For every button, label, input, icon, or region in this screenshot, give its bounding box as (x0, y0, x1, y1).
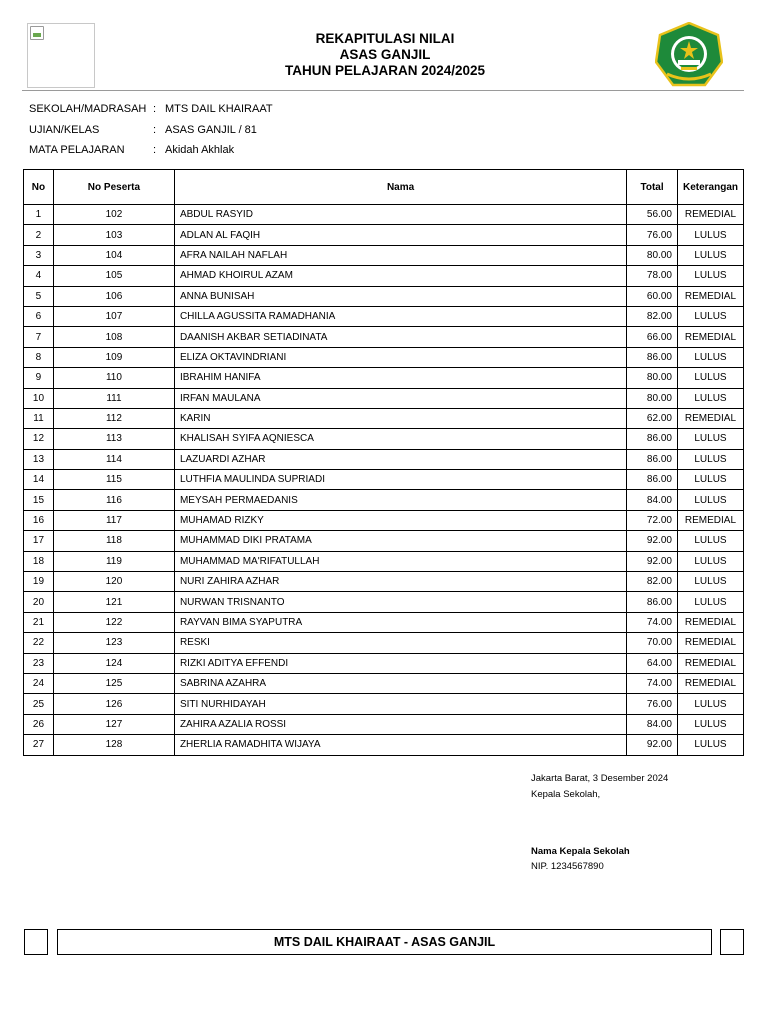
cell-nama: KHALISAH SYIFA AQNIESCA (174, 429, 626, 449)
cell-no: 5 (24, 286, 54, 306)
cell-no-peserta: 106 (53, 286, 174, 306)
cell-no-peserta: 117 (53, 510, 174, 530)
cell-no: 4 (24, 266, 54, 286)
cell-no: 14 (24, 470, 54, 490)
table-row (24, 490, 744, 510)
header-no: No (24, 170, 54, 205)
cell-no-peserta: 128 (53, 735, 174, 755)
info-label: UJIAN/KELAS (29, 124, 100, 136)
table-row (24, 551, 744, 571)
cell-total: 92.00 (627, 551, 678, 571)
cell-keterangan: LULUS (677, 490, 743, 510)
cell-total: 70.00 (627, 633, 678, 653)
cell-no: 21 (24, 612, 54, 632)
table-row (24, 225, 744, 245)
cell-total: 64.00 (627, 653, 678, 673)
table-row (24, 408, 744, 428)
cell-nama: ELIZA OKTAVINDRIANI (174, 347, 626, 367)
cell-nama: ZAHIRA AZALIA ROSSI (174, 714, 626, 734)
cell-no: 17 (24, 531, 54, 551)
cell-total: 78.00 (627, 266, 678, 286)
cell-total: 56.00 (627, 205, 678, 225)
cell-nama: AHMAD KHOIRUL AZAM (174, 266, 626, 286)
cell-keterangan: REMEDIAL (677, 612, 743, 632)
cell-no: 16 (24, 510, 54, 530)
cell-nama: NURI ZAHIRA AZHAR (174, 572, 626, 592)
cell-keterangan: LULUS (677, 470, 743, 490)
cell-keterangan: REMEDIAL (677, 633, 743, 653)
cell-no-peserta: 110 (53, 368, 174, 388)
cell-no-peserta: 126 (53, 694, 174, 714)
cell-no-peserta: 118 (53, 531, 174, 551)
table-row (24, 673, 744, 693)
cell-no-peserta: 103 (53, 225, 174, 245)
cell-total: 84.00 (627, 490, 678, 510)
cell-total: 80.00 (627, 368, 678, 388)
title-line-1: REKAPITULASI NILAI (315, 31, 455, 46)
cell-no: 13 (24, 449, 54, 469)
cell-total: 80.00 (627, 388, 678, 408)
cell-keterangan: REMEDIAL (677, 653, 743, 673)
cell-no-peserta: 115 (53, 470, 174, 490)
signature-nip: NIP. 1234567890 (531, 861, 604, 872)
cell-no: 26 (24, 714, 54, 734)
cell-nama: SABRINA AZAHRA (174, 673, 626, 693)
header-nama: Nama (174, 170, 626, 205)
table-body (24, 205, 744, 756)
cell-total: 74.00 (627, 673, 678, 693)
table-row (24, 429, 744, 449)
cell-total: 82.00 (627, 572, 678, 592)
cell-nama: MEYSAH PERMAEDANIS (174, 490, 626, 510)
header-no-peserta: No Peserta (53, 170, 174, 205)
cell-total: 92.00 (627, 531, 678, 551)
cell-nama: IBRAHIM HANIFA (174, 368, 626, 388)
signature-role: Kepala Sekolah, (531, 789, 601, 800)
cell-keterangan: LULUS (677, 592, 743, 612)
cell-no: 23 (24, 653, 54, 673)
cell-keterangan: LULUS (677, 368, 743, 388)
cell-keterangan: LULUS (677, 551, 743, 571)
cell-total: 86.00 (627, 592, 678, 612)
cell-keterangan: LULUS (677, 388, 743, 408)
cell-no-peserta: 127 (53, 714, 174, 734)
cell-keterangan: LULUS (677, 572, 743, 592)
cell-nama: NURWAN TRISNANTO (174, 592, 626, 612)
cell-total: 72.00 (627, 510, 678, 530)
cell-nama: CHILLA AGUSSITA RAMADHANIA (174, 306, 626, 326)
cell-no-peserta: 104 (53, 245, 174, 265)
cell-no: 7 (24, 327, 54, 347)
cell-no: 19 (24, 572, 54, 592)
cell-total: 92.00 (627, 735, 678, 755)
cell-no: 10 (24, 388, 54, 408)
cell-total: 76.00 (627, 694, 678, 714)
cell-nama: KARIN (174, 408, 626, 428)
table-row (24, 735, 744, 755)
cell-keterangan: LULUS (677, 694, 743, 714)
header-keterangan: Keterangan (677, 170, 743, 205)
table-header-row (24, 170, 744, 205)
cell-nama: MUHAMMAD MA'RIFATULLAH (174, 551, 626, 571)
cell-no-peserta: 119 (53, 551, 174, 571)
table-row (24, 510, 744, 530)
table-row (24, 205, 744, 225)
cell-no-peserta: 123 (53, 633, 174, 653)
cell-keterangan: LULUS (677, 714, 743, 734)
ministry-emblem-icon (655, 22, 723, 90)
cell-no-peserta: 122 (53, 612, 174, 632)
title-line-2: ASAS GANJIL (339, 47, 431, 62)
cell-no: 20 (24, 592, 54, 612)
cell-keterangan: REMEDIAL (677, 673, 743, 693)
cell-no: 24 (24, 673, 54, 693)
cell-nama: AFRA NAILAH NAFLAH (174, 245, 626, 265)
cell-total: 76.00 (627, 225, 678, 245)
grades-table (23, 169, 744, 756)
cell-no-peserta: 102 (53, 205, 174, 225)
cell-no-peserta: 105 (53, 266, 174, 286)
cell-total: 66.00 (627, 327, 678, 347)
table-row (24, 327, 744, 347)
cell-total: 84.00 (627, 714, 678, 734)
cell-nama: RESKI (174, 633, 626, 653)
cell-keterangan: REMEDIAL (677, 286, 743, 306)
info-colon: : (153, 144, 157, 156)
cell-keterangan: LULUS (677, 449, 743, 469)
cell-total: 86.00 (627, 429, 678, 449)
cell-total: 86.00 (627, 347, 678, 367)
cell-no: 18 (24, 551, 54, 571)
signature-place-date: Jakarta Barat, 3 Desember 2024 (531, 773, 669, 784)
cell-keterangan: REMEDIAL (677, 205, 743, 225)
broken-image-icon (30, 26, 44, 40)
cell-keterangan: REMEDIAL (677, 327, 743, 347)
cell-total: 62.00 (627, 408, 678, 428)
cell-keterangan: REMEDIAL (677, 510, 743, 530)
cell-no-peserta: 116 (53, 490, 174, 510)
cell-no: 2 (24, 225, 54, 245)
footer-label: MTS DAIL KHAIRAAT - ASAS GANJIL (57, 929, 712, 955)
header-divider (22, 90, 744, 91)
table-row (24, 266, 744, 286)
cell-total: 80.00 (627, 245, 678, 265)
cell-no-peserta: 113 (53, 429, 174, 449)
cell-total: 60.00 (627, 286, 678, 306)
cell-no-peserta: 112 (53, 408, 174, 428)
cell-no-peserta: 109 (53, 347, 174, 367)
table-row (24, 531, 744, 551)
table-row (24, 653, 744, 673)
cell-nama: LAZUARDI AZHAR (174, 449, 626, 469)
table-row (24, 612, 744, 632)
cell-keterangan: REMEDIAL (677, 408, 743, 428)
cell-keterangan: LULUS (677, 225, 743, 245)
cell-nama: IRFAN MAULANA (174, 388, 626, 408)
info-colon: : (153, 103, 157, 115)
info-label: SEKOLAH/MADRASAH (29, 103, 147, 115)
footer-left-box (24, 929, 48, 955)
table-row (24, 286, 744, 306)
signature-name: Nama Kepala Sekolah (531, 846, 630, 857)
school-logo-placeholder (27, 23, 95, 88)
info-value: ASAS GANJIL / 81 (165, 124, 257, 136)
cell-no: 27 (24, 735, 54, 755)
cell-no-peserta: 124 (53, 653, 174, 673)
footer-right-box (720, 929, 744, 955)
cell-nama: ANNA BUNISAH (174, 286, 626, 306)
cell-keterangan: LULUS (677, 306, 743, 326)
cell-keterangan: LULUS (677, 266, 743, 286)
info-value: Akidah Akhlak (165, 144, 235, 156)
info-label: MATA PELAJARAN (29, 144, 125, 156)
info-value: MTS DAIL KHAIRAAT (165, 103, 273, 115)
cell-keterangan: LULUS (677, 429, 743, 449)
table-row (24, 347, 744, 367)
cell-nama: ADLAN AL FAQIH (174, 225, 626, 245)
table-row (24, 368, 744, 388)
page-title (200, 31, 570, 79)
table-row (24, 306, 744, 326)
cell-keterangan: LULUS (677, 531, 743, 551)
cell-nama: RIZKI ADITYA EFFENDI (174, 653, 626, 673)
table-row (24, 572, 744, 592)
cell-no: 25 (24, 694, 54, 714)
cell-no: 8 (24, 347, 54, 367)
cell-no: 1 (24, 205, 54, 225)
cell-total: 86.00 (627, 470, 678, 490)
cell-no: 22 (24, 633, 54, 653)
table-row (24, 470, 744, 490)
cell-no: 3 (24, 245, 54, 265)
cell-nama: LUTHFIA MAULINDA SUPRIADI (174, 470, 626, 490)
cell-keterangan: LULUS (677, 735, 743, 755)
cell-nama: MUHAMMAD DIKI PRATAMA (174, 531, 626, 551)
cell-no: 9 (24, 368, 54, 388)
cell-nama: SITI NURHIDAYAH (174, 694, 626, 714)
cell-no: 15 (24, 490, 54, 510)
cell-no: 12 (24, 429, 54, 449)
cell-keterangan: LULUS (677, 245, 743, 265)
cell-nama: ABDUL RASYID (174, 205, 626, 225)
table-row (24, 449, 744, 469)
header-total: Total (627, 170, 678, 205)
table-row (24, 714, 744, 734)
cell-total: 74.00 (627, 612, 678, 632)
cell-total: 86.00 (627, 449, 678, 469)
cell-no-peserta: 107 (53, 306, 174, 326)
table-row (24, 245, 744, 265)
info-colon: : (153, 124, 157, 136)
cell-no: 11 (24, 408, 54, 428)
cell-nama: DAANISH AKBAR SETIADINATA (174, 327, 626, 347)
table-row (24, 388, 744, 408)
cell-nama: RAYVAN BIMA SYAPUTRA (174, 612, 626, 632)
table-row (24, 694, 744, 714)
cell-no: 6 (24, 306, 54, 326)
cell-no-peserta: 111 (53, 388, 174, 408)
cell-no-peserta: 125 (53, 673, 174, 693)
table-row (24, 633, 744, 653)
cell-nama: ZHERLIA RAMADHITA WIJAYA (174, 735, 626, 755)
cell-no-peserta: 121 (53, 592, 174, 612)
cell-no-peserta: 114 (53, 449, 174, 469)
cell-keterangan: LULUS (677, 347, 743, 367)
cell-no-peserta: 120 (53, 572, 174, 592)
table-row (24, 592, 744, 612)
cell-no-peserta: 108 (53, 327, 174, 347)
cell-nama: MUHAMAD RIZKY (174, 510, 626, 530)
cell-total: 82.00 (627, 306, 678, 326)
title-line-3: TAHUN PELAJARAN 2024/2025 (284, 63, 486, 78)
